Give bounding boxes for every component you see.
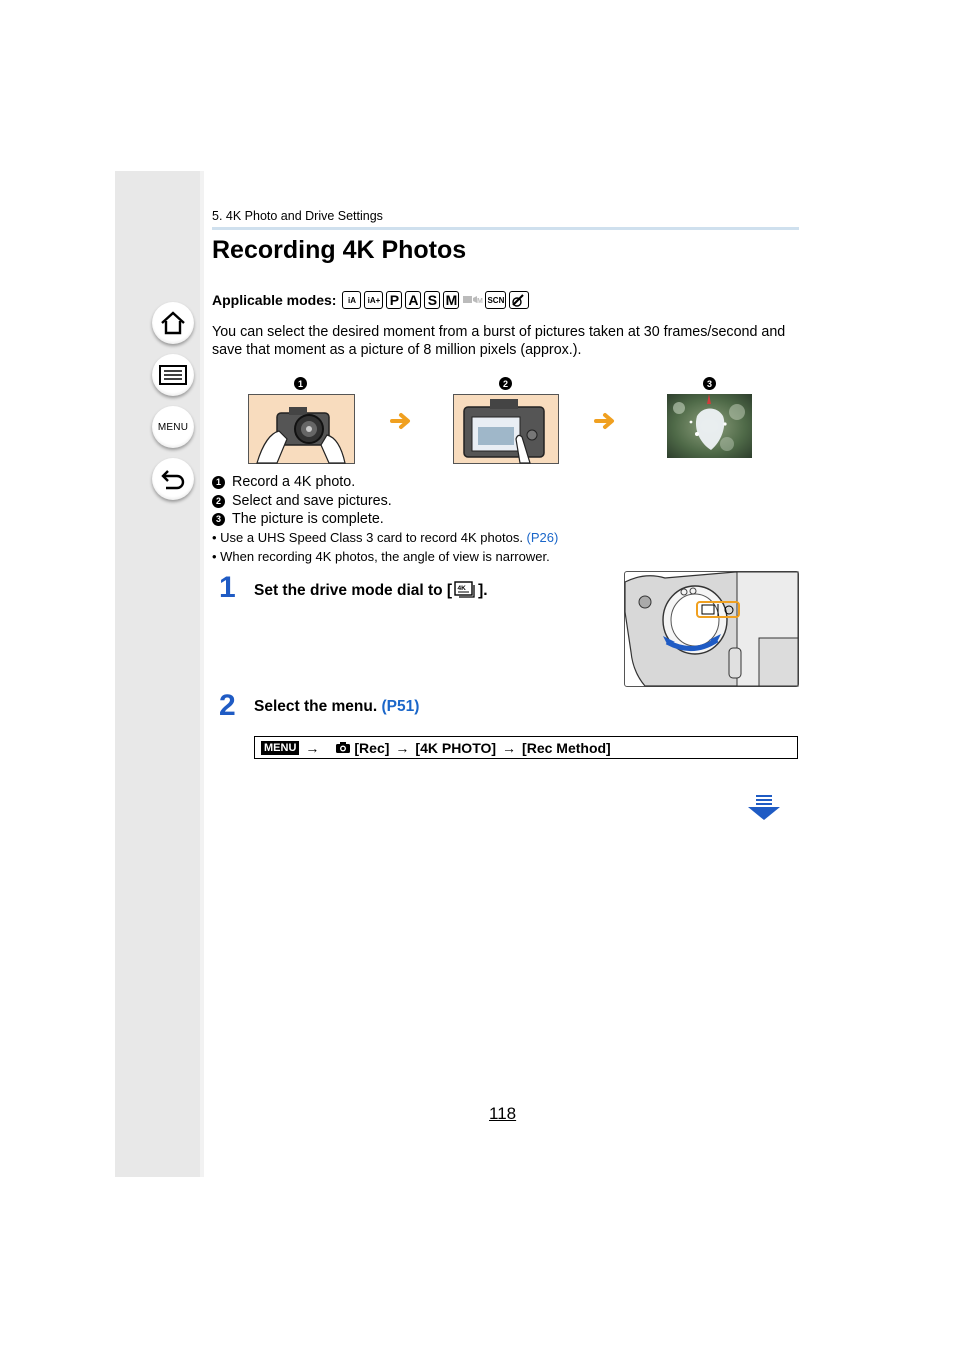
menu-tag: MENU xyxy=(261,741,299,755)
drive-dial-illustration xyxy=(624,571,799,687)
4k-photo-drive-icon xyxy=(454,581,476,598)
back-button[interactable] xyxy=(152,458,194,500)
contents-button[interactable] xyxy=(152,354,194,396)
list-item xyxy=(212,474,355,490)
step-2-text: Select the menu. xyxy=(254,698,382,715)
list-badge: 3 xyxy=(212,513,225,526)
step-1-instruction xyxy=(254,581,488,600)
mode-m-icon: M xyxy=(443,291,459,309)
complete-photo-image xyxy=(667,394,752,458)
p51-link[interactable]: (P51) xyxy=(381,698,420,715)
menu-4k-photo: [4K PHOTO] xyxy=(415,739,497,756)
menu-button-label: MENU xyxy=(157,421,189,433)
list-item-text: Select and save pictures. xyxy=(232,493,392,509)
mode-ia-icon: iA xyxy=(342,291,361,309)
next-page-arrow-icon[interactable] xyxy=(748,795,780,821)
mode-s-icon: S xyxy=(424,291,440,309)
mode-icon-row xyxy=(342,291,529,309)
note-angle-of-view xyxy=(212,549,550,564)
page-number: 118 xyxy=(489,1104,517,1123)
home-icon xyxy=(160,311,186,335)
applicable-modes xyxy=(212,291,529,309)
svg-text:M: M xyxy=(477,297,484,305)
breadcrumb: 5. 4K Photo and Drive Settings xyxy=(212,209,383,223)
sequence-badge-1: 1 xyxy=(294,377,307,390)
list-item-text: The picture is complete. xyxy=(232,511,384,527)
record-photo-illustration xyxy=(248,394,355,464)
menu-list-button[interactable] xyxy=(152,406,194,448)
mode-creative-control-icon xyxy=(509,291,529,309)
select-photo-illustration xyxy=(453,394,559,464)
menu-arrow: → xyxy=(502,739,517,756)
note-uhs-card xyxy=(212,530,558,545)
applicable-modes-label: Applicable modes: xyxy=(212,292,337,308)
step-1-text-before: Set the drive mode dial to [ xyxy=(254,582,453,599)
sequence-arrow-2-icon xyxy=(595,413,619,429)
camera-icon xyxy=(335,741,351,754)
menu-arrow: → xyxy=(305,739,320,756)
home-button[interactable] xyxy=(152,302,194,344)
mode-ia-plus-icon: iA+ xyxy=(364,291,383,309)
menu-path-box xyxy=(254,736,798,759)
header-rule xyxy=(212,227,799,230)
svg-text:4K: 4K xyxy=(457,585,466,592)
menu-rec-method: [Rec Method] xyxy=(522,739,611,756)
step-1-text-after: ]. xyxy=(478,582,488,599)
note-text: • Use a UHS Speed Class 3 card to record 4K photos. xyxy=(212,530,527,545)
menu-rec: [Rec] xyxy=(354,739,390,756)
list-item xyxy=(212,511,384,527)
sequence-arrow-1-icon xyxy=(391,413,415,429)
note-text: • When recording 4K photos, the angle of view is narrower. xyxy=(212,549,550,564)
page-title: Recording 4K Photos xyxy=(212,236,467,264)
step-2-number: 2 xyxy=(219,689,236,722)
menu-arrow: → xyxy=(395,739,410,756)
p26-link[interactable]: (P26) xyxy=(526,530,559,545)
step-1-number: 1 xyxy=(219,571,236,604)
mode-creative-video-icon xyxy=(462,292,482,309)
mode-scn-icon: SCN xyxy=(485,291,506,309)
mode-a-icon: A xyxy=(405,291,421,309)
sidebar-edge xyxy=(200,171,204,1177)
list-badge: 2 xyxy=(212,495,225,508)
back-arrow-icon xyxy=(160,468,186,490)
intro-paragraph: You can select the desired moment from a burst of pictures taken at 30 frames/second and save that moment as a picture of 8 million pixels (approx.). xyxy=(212,324,786,358)
list-icon xyxy=(159,365,187,385)
sequence-badge-2: 2 xyxy=(499,377,512,390)
step-2-instruction xyxy=(254,698,419,716)
sequence-badge-3: 3 xyxy=(703,377,716,390)
list-item xyxy=(212,493,392,509)
list-item-text: Record a 4K photo. xyxy=(232,474,356,490)
mode-p-icon: P xyxy=(386,291,402,309)
list-badge: 1 xyxy=(212,476,225,489)
